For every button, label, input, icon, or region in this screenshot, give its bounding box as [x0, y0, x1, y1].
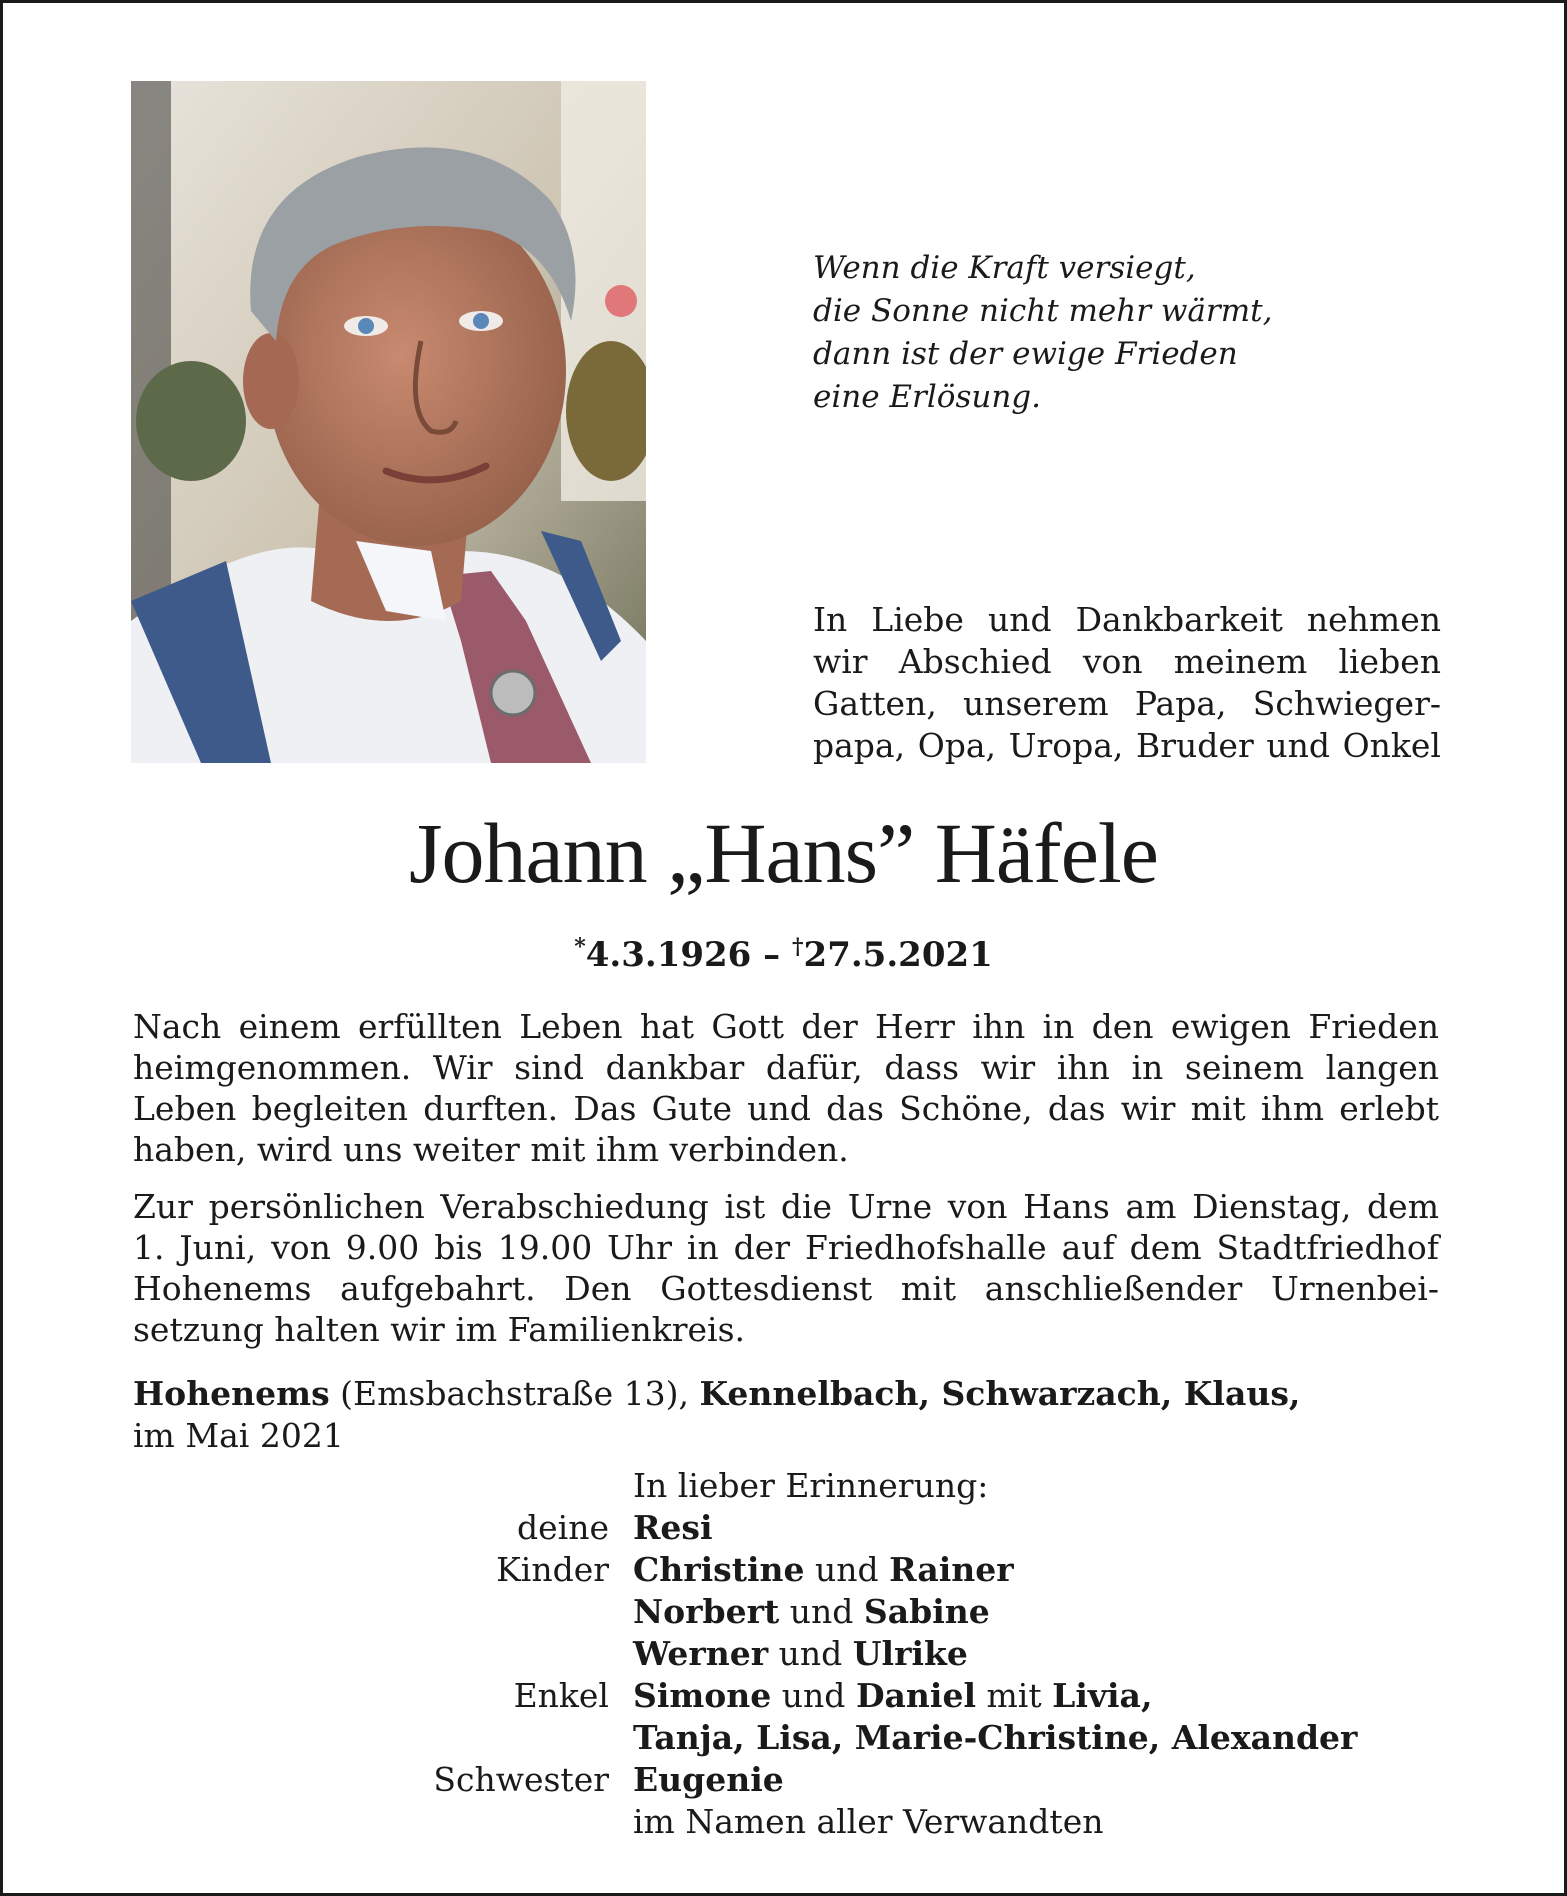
wife-label: deine — [517, 1508, 609, 1547]
paragraph-line: Hohenems aufgebahrt. Den Gottesdienst mit anschließender Urnenbei- — [133, 1269, 1439, 1308]
farewell-text — [813, 599, 1441, 767]
paragraph-line: setzung halten wir im Familienkreis. — [133, 1310, 745, 1349]
connector: und — [815, 1550, 879, 1589]
farewell-line: wir Abschied von meinem lieben — [813, 642, 1441, 681]
place-line — [133, 1373, 1453, 1415]
birth-symbol: * — [574, 934, 586, 960]
signature-row-closing — [133, 1801, 1453, 1843]
paragraph-life — [133, 1006, 1439, 1170]
portrait-photo — [131, 81, 646, 763]
signature-row-children — [133, 1591, 1453, 1633]
child-name: Christine — [633, 1550, 805, 1589]
signature-intro: In lieber Erinnerung: — [633, 1466, 989, 1505]
paragraph-funeral — [133, 1186, 1439, 1350]
poem-line: Wenn die Kraft versiegt, — [813, 250, 1196, 286]
other-towns: Kennelbach, Schwarzach, Klaus, — [699, 1374, 1301, 1413]
vase-left — [136, 361, 246, 481]
farewell-line: In Liebe und Dankbarkeit nehmen — [813, 600, 1441, 639]
date-line: im Mai 2021 — [133, 1416, 344, 1455]
wife-name: Resi — [633, 1508, 713, 1547]
tie-pin — [491, 671, 535, 715]
paragraph-line: haben, wird uns weiter mit ihm verbinden. — [133, 1130, 849, 1169]
deceased-name: Johann „Hans” Häfele — [409, 805, 1158, 901]
signature-row-children — [133, 1633, 1453, 1675]
with-word: mit — [986, 1676, 1042, 1715]
signature-row-grandchildren — [133, 1717, 1453, 1759]
child-name: Norbert — [633, 1592, 780, 1631]
signature-row-wife — [133, 1507, 1453, 1549]
eye-right — [473, 313, 489, 329]
place-and-date — [133, 1373, 1453, 1457]
children-label: Kinder — [496, 1550, 609, 1589]
spouse-name: Ulrike — [852, 1634, 968, 1673]
signatures — [133, 1465, 1453, 1843]
signature-intro-row — [133, 1465, 1453, 1507]
address: (Emsbachstraße 13), — [340, 1374, 689, 1413]
spouse-name: Rainer — [889, 1550, 1014, 1589]
spouse-name: Sabine — [863, 1592, 990, 1631]
paragraph-line: Zur persönlichen Verabschiedung ist die Urne von Hans am Dienstag, dem — [133, 1187, 1439, 1226]
signature-row-grandchildren — [133, 1675, 1453, 1717]
connector: und — [789, 1592, 854, 1631]
connector: und — [778, 1634, 843, 1673]
signature-row-sister — [133, 1759, 1453, 1801]
grandchildren-label: Enkel — [513, 1676, 609, 1715]
death-symbol: † — [792, 934, 804, 960]
poem-line: die Sonne nicht mehr wärmt, — [813, 293, 1273, 329]
poem — [813, 247, 1453, 419]
closing-text: im Namen aller Verwandten — [633, 1802, 1104, 1841]
child-name: Werner — [633, 1634, 769, 1673]
sister-label: Schwester — [433, 1760, 609, 1799]
signature-row-children — [133, 1549, 1453, 1591]
paragraph-line: 1. Juni, von 9.00 bis 19.00 Uhr in der Friedhofshalle auf dem Stadtfriedhof — [133, 1228, 1439, 1267]
ear — [243, 333, 299, 429]
farewell-line: papa, Opa, Uropa, Bruder und Onkel — [813, 726, 1441, 765]
paragraph-line: Nach einem erfüllten Leben hat Gott der Herr ihn in den ewigen Frieden — [133, 1007, 1439, 1046]
sister-name: Eugenie — [633, 1760, 784, 1799]
birth-date: 4.3.1926 — [585, 935, 752, 975]
grandchild-name: Simone — [633, 1676, 772, 1715]
eye-left — [358, 318, 374, 334]
connector: und — [781, 1676, 846, 1715]
paragraph-line: heimgenommen. Wir sind dankbar dafür, dass wir ihn in seinem langen — [133, 1048, 1439, 1087]
great-grandchild-name: Livia, — [1052, 1676, 1153, 1715]
farewell-line: Gatten, unserem Papa, Schwieger- — [813, 684, 1441, 723]
date-separator: – — [763, 935, 781, 975]
grandchildren-names: Tanja, Lisa, Marie-Christine, Alexander — [633, 1718, 1358, 1757]
life-dates — [3, 925, 1564, 977]
poem-line: dann ist der ewige Frieden — [813, 336, 1238, 372]
grandchild-spouse-name: Daniel — [855, 1676, 976, 1715]
poem-line: eine Erlösung. — [813, 379, 1041, 415]
death-date: 27.5.2021 — [803, 935, 993, 975]
paragraph-line: Leben begleiten durften. Das Gute und das Schöne, das wir mit ihm erlebt — [133, 1089, 1439, 1128]
portrait-illustration — [131, 81, 646, 763]
town-name: Hohenems — [133, 1374, 330, 1413]
